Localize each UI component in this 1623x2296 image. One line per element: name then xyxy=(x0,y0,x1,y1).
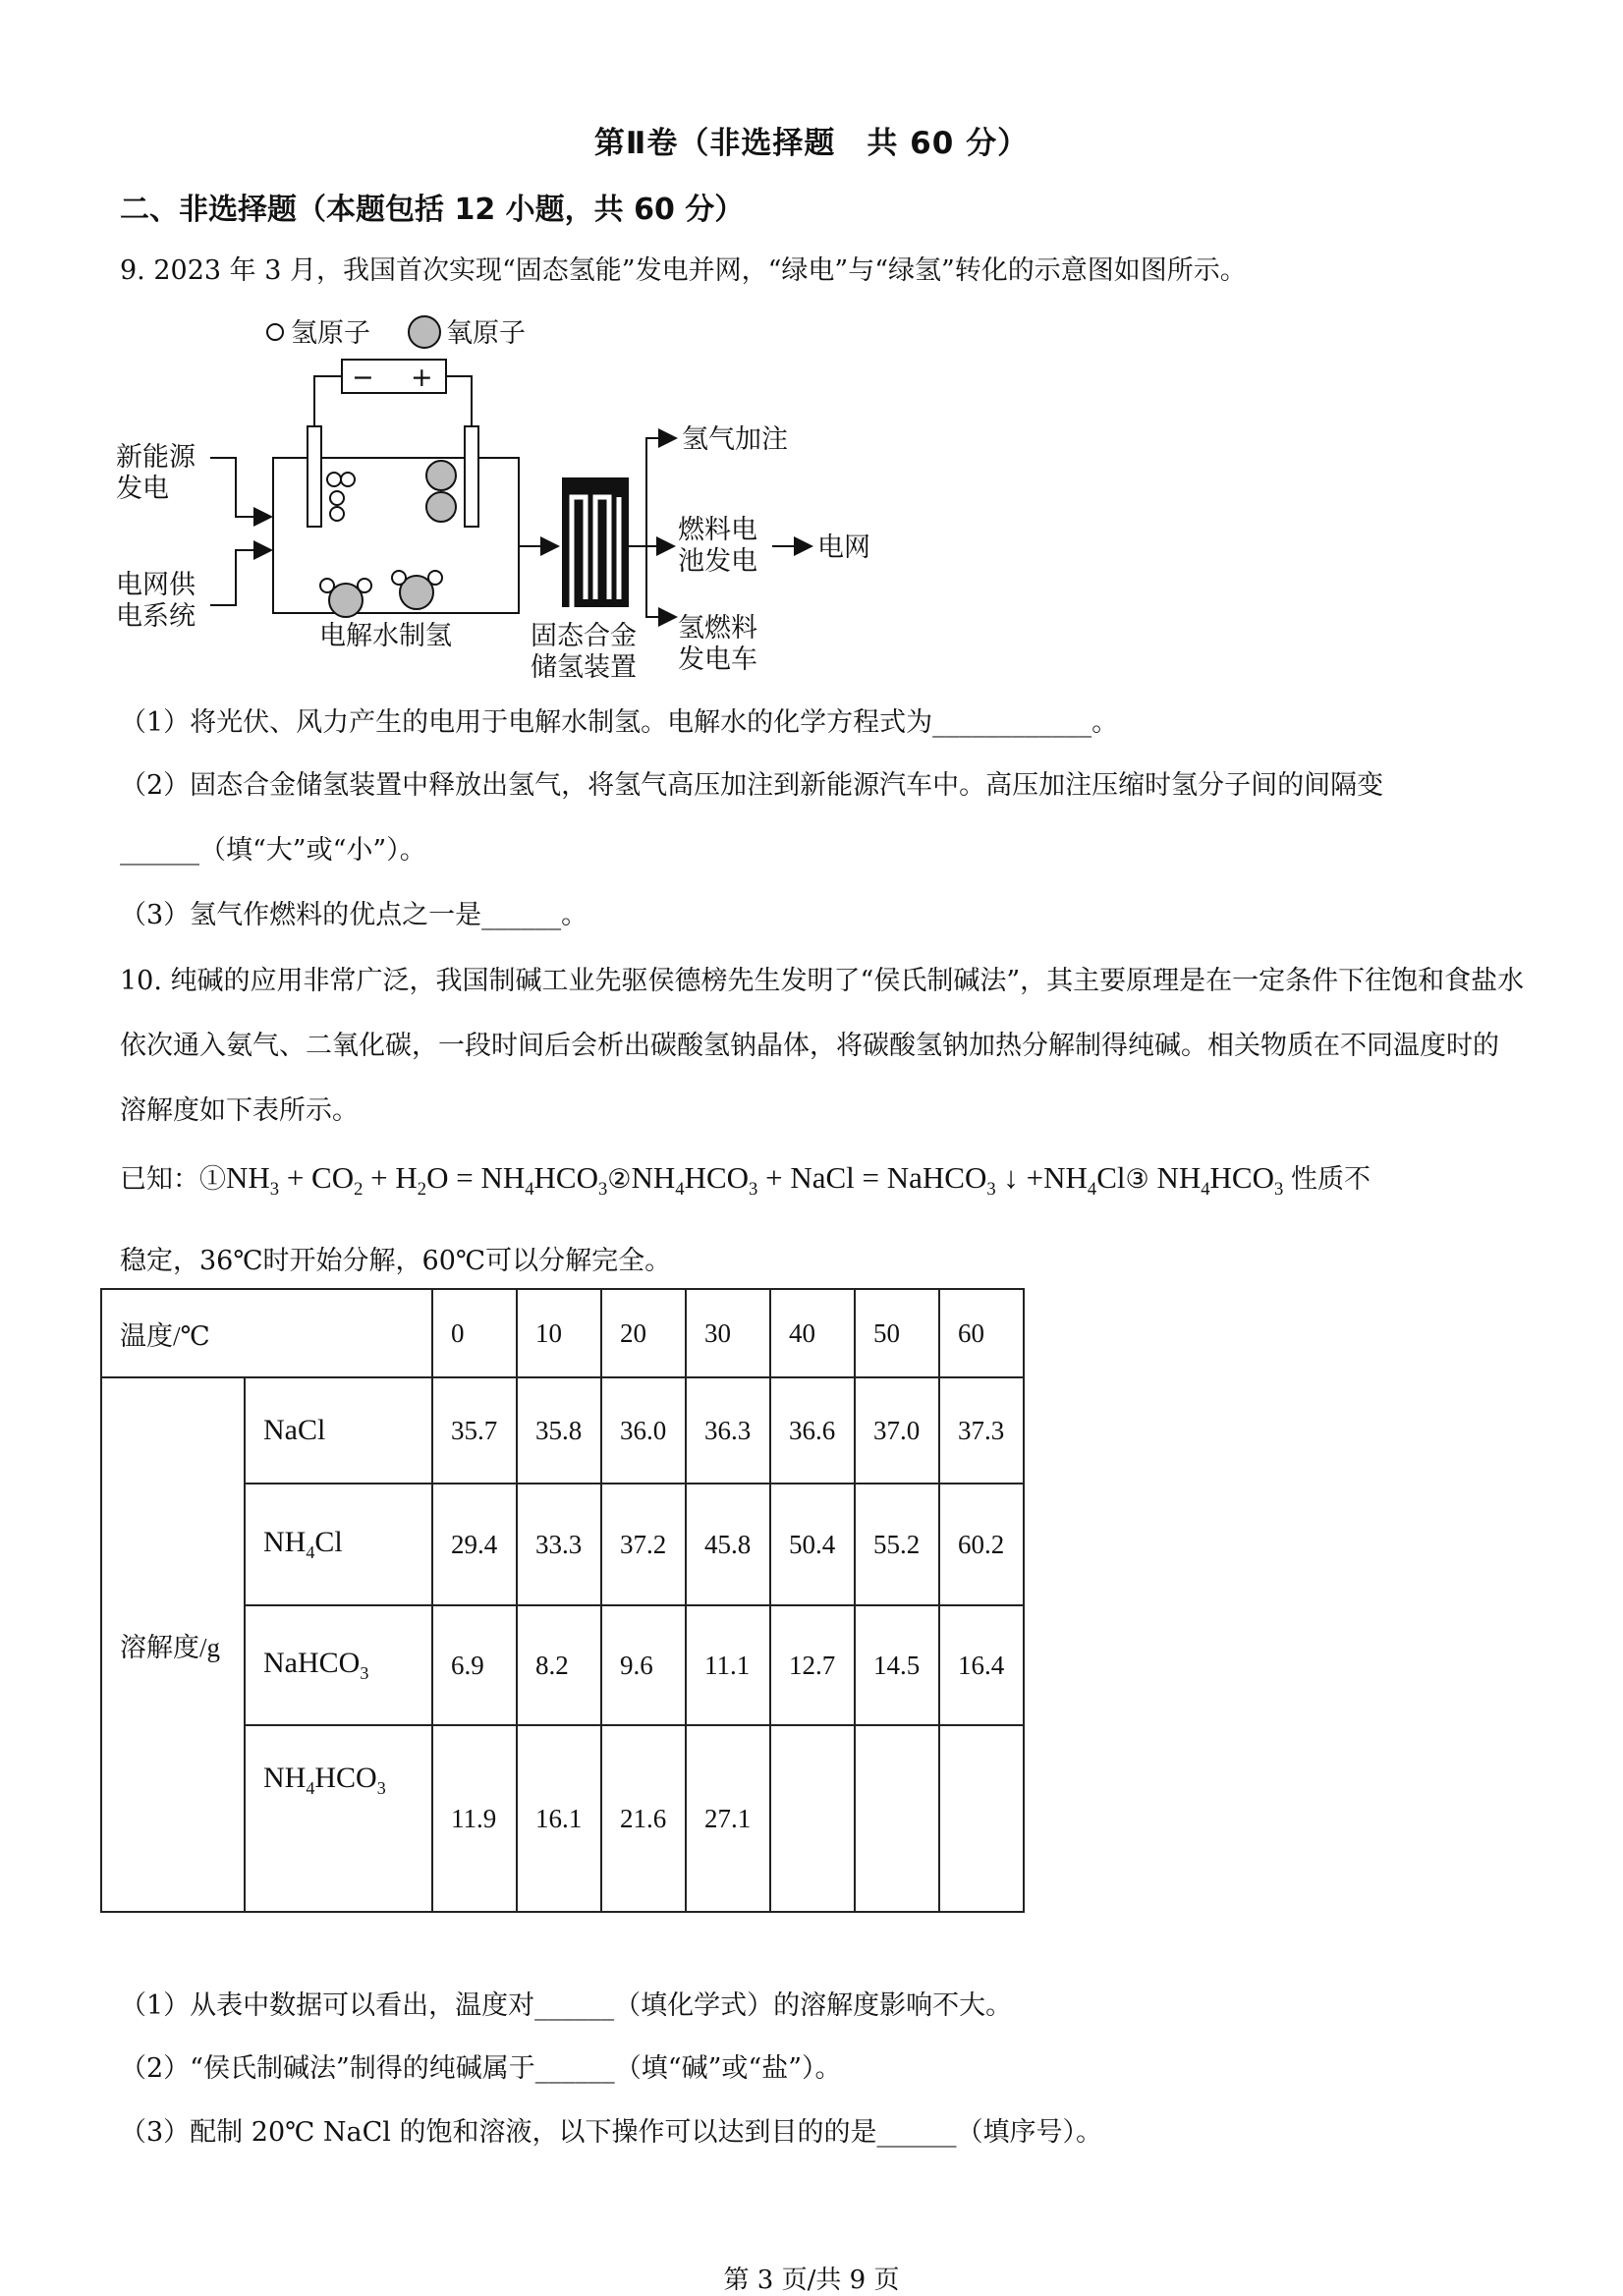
equation-1: $NH_3 + CO_2 + H_2O = NH_4HCO_3$ xyxy=(226,1160,608,1201)
equation-3-substance: $NH_4HCO_3$ xyxy=(1148,1160,1284,1201)
output-hydrogen-car-line2: 发电车 xyxy=(678,644,757,675)
table-cell: 36.0 xyxy=(601,1377,686,1484)
known-line2: 稳定，36℃时开始分解，60℃可以分解完全。 xyxy=(120,1246,672,1276)
q9-part2-line1: （2）固态合金储氢装置中释放出氢气，将氢气高压加注到新能源汽车中。高压加注压缩时氢分子间的间隔变 xyxy=(120,770,1384,801)
input-grid-supply-line1: 电网供 xyxy=(116,570,196,600)
storage-label-line2: 储氢装置 xyxy=(531,652,637,683)
legend-hydrogen-label: 氢原子 xyxy=(291,318,370,349)
hydrogen-atom-legend-icon xyxy=(267,324,283,340)
part-title: 第Ⅱ卷（非选择题 共 60 分） xyxy=(593,126,1030,161)
eq3-tail: 性质不 xyxy=(1291,1164,1371,1195)
table-cell: 16.1 xyxy=(517,1725,601,1912)
temp-cell: 10 xyxy=(517,1289,601,1377)
solubility-table xyxy=(100,1288,1025,1913)
q9-part3: （3）氢气作燃料的优点之一是______。 xyxy=(120,900,588,930)
substance-nh4hco3: $NH_4HCO_3$ xyxy=(245,1725,432,1912)
battery-minus: − xyxy=(352,363,374,393)
table-cell: 9.6 xyxy=(601,1605,686,1725)
substance-nh4cl: $NH_4Cl$ xyxy=(245,1484,432,1605)
table-cell: 55.2 xyxy=(855,1484,939,1605)
q10-part1: （1）从表中数据可以看出，温度对______（填化学式）的溶解度影响不大。 xyxy=(120,1990,1013,2021)
equation-2: $NH_4HCO_3$ + NaCl = NaHCO$_3$ ↓ $+NH_4Cl$ xyxy=(631,1160,1126,1201)
temp-cell: 60 xyxy=(939,1289,1024,1377)
table-cell: 33.3 xyxy=(517,1484,601,1605)
table-cell: 29.4 xyxy=(432,1484,517,1605)
table-cell: 27.1 xyxy=(686,1725,770,1912)
table-cell: 45.8 xyxy=(686,1484,770,1605)
temp-cell: 40 xyxy=(770,1289,855,1377)
table-cell: 21.6 xyxy=(601,1725,686,1912)
output-grid: 电网 xyxy=(817,532,870,563)
table-cell xyxy=(770,1725,855,1912)
q9-stem: 9. 2023 年 3 月，我国首次实现“固态氢能”发电并网，“绿电”与“绿氢”转化的示意图如图所示。 xyxy=(120,255,1247,286)
substance-nacl: NaCl xyxy=(245,1377,432,1484)
table-cell: 50.4 xyxy=(770,1484,855,1605)
electrode-right xyxy=(465,426,478,527)
table-cell: 11.1 xyxy=(686,1605,770,1725)
output-fuel-cell-line2: 池发电 xyxy=(678,546,757,577)
substance-nahco3: NaHCO$_3$ xyxy=(245,1605,432,1725)
temp-cell: 50 xyxy=(855,1289,939,1377)
temp-cell: 0 xyxy=(432,1289,517,1377)
eq1-number: ① xyxy=(199,1164,226,1195)
known-label: 已知： xyxy=(120,1164,199,1195)
eq3-number: ③ xyxy=(1125,1164,1149,1195)
solubility-header: 溶解度/g xyxy=(101,1377,245,1912)
table-cell: 60.2 xyxy=(939,1484,1024,1605)
hydrogen-storage-device xyxy=(562,477,629,607)
input-new-energy-line2: 发电 xyxy=(116,474,169,504)
output-hydrogen-car-line1: 氢燃料 xyxy=(678,613,757,644)
table-cell: 35.7 xyxy=(432,1377,517,1484)
table-cell xyxy=(939,1725,1024,1912)
table-cell: 37.0 xyxy=(855,1377,939,1484)
output-hydrogen-refuel: 氢气加注 xyxy=(682,424,788,455)
table-header-row xyxy=(101,1289,1024,1377)
q10-part2: （2）“侯氏制碱法”制得的纯碱属于______（填“碱”或“盐”）。 xyxy=(120,2053,842,2084)
table-cell: 6.9 xyxy=(432,1605,517,1725)
input-new-energy-line1: 新能源 xyxy=(116,442,196,473)
electrolysis-label: 电解水制氢 xyxy=(319,621,452,651)
table-cell: 16.4 xyxy=(939,1605,1024,1725)
q9-part1: （1）将光伏、风力产生的电用于电解水制氢。电解水的化学方程式为____________。 xyxy=(120,707,1119,738)
table-cell: 8.2 xyxy=(517,1605,601,1725)
q10-part3: （3）配制 20℃ NaCl 的饱和溶液，以下操作可以达到目的的是______（填序号）。 xyxy=(120,2117,1103,2148)
temp-cell: 20 xyxy=(601,1289,686,1377)
table-cell: 36.3 xyxy=(686,1377,770,1484)
table-cell: 12.7 xyxy=(770,1605,855,1725)
table-cell xyxy=(855,1725,939,1912)
table-cell: 35.8 xyxy=(517,1377,601,1484)
table-cell: 11.9 xyxy=(432,1725,517,1912)
table-row xyxy=(101,1377,1024,1484)
eq2-number: ② xyxy=(607,1164,632,1195)
q10-stem: 10. 纯碱的应用非常广泛，我国制碱工业先驱侯德榜先生发明了“侯氏制碱法”，其主要原理是在一定条件下往饱和食盐水依次通入氨气、二氧化碳，一段时间后会析出碳酸氢钠晶体，将碳酸氢钠加热分解制得纯碱。相关物质在不同温度时的溶解度如下表所示。 xyxy=(120,966,1525,1126)
output-fuel-cell-line1: 燃料电 xyxy=(678,515,757,545)
table-cell: 37.3 xyxy=(939,1377,1024,1484)
temp-header: 温度/℃ xyxy=(101,1289,432,1377)
input-grid-supply-line2: 电系统 xyxy=(116,601,196,632)
q9-part2-line2: ______（填“大”或“小”）。 xyxy=(120,835,426,866)
table-cell: 14.5 xyxy=(855,1605,939,1725)
temp-cell: 30 xyxy=(686,1289,770,1377)
known-equations xyxy=(120,1157,1371,1201)
storage-label-line1: 固态合金 xyxy=(531,621,637,651)
oxygen-atom-legend-icon xyxy=(409,316,440,348)
hydrogen-energy-diagram xyxy=(108,305,894,688)
legend-oxygen-label: 氧原子 xyxy=(446,318,526,349)
page-footer: 第 3 页/共 9 页 xyxy=(723,2266,900,2295)
section-heading: 二、非选择题（本题包括 12 小题，共 60 分） xyxy=(120,193,745,227)
battery-plus: + xyxy=(411,363,433,393)
table-cell: 37.2 xyxy=(601,1484,686,1605)
table-cell: 36.6 xyxy=(770,1377,855,1484)
electrode-left xyxy=(308,426,321,527)
